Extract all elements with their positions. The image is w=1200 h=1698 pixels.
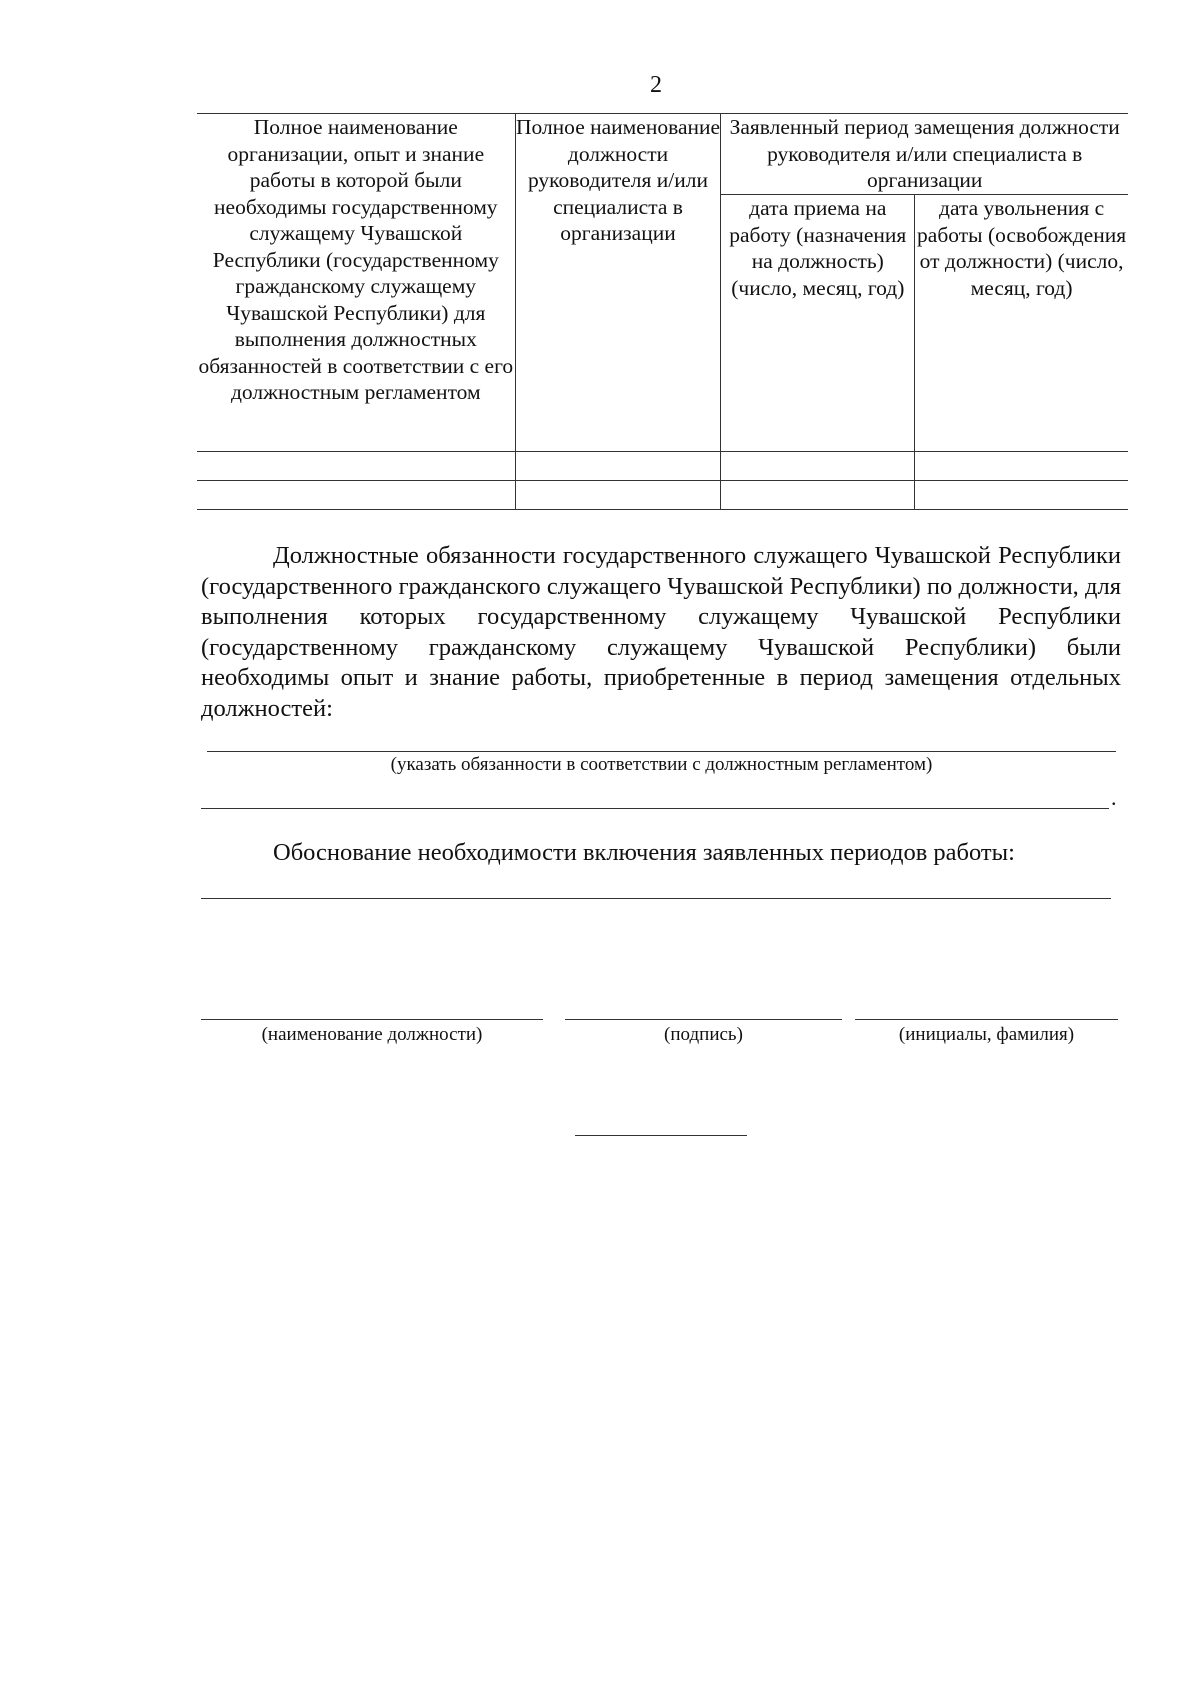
header-period bbox=[721, 114, 1128, 195]
table-cell[interactable] bbox=[721, 452, 915, 481]
header-position bbox=[515, 114, 721, 452]
table-header-row bbox=[197, 114, 1128, 195]
header-start-date bbox=[721, 195, 915, 452]
header-end-date-text: дата увольнения с работы (освобождения от должности) (число, месяц, год) bbox=[917, 196, 1127, 300]
duties-blank-line-1[interactable] bbox=[207, 751, 1116, 752]
name-caption: (инициалы, фамилия) bbox=[898, 1024, 1075, 1045]
signature-line[interactable] bbox=[565, 1019, 842, 1020]
justification-label: Обоснование необходимости включения заявленных периодов работы: bbox=[273, 839, 1015, 866]
duties-end-mark: . bbox=[1111, 785, 1117, 810]
header-start-date-text: дата приема на работу (назначения на должность) (число, месяц, год) bbox=[729, 196, 907, 300]
position-signature-line[interactable] bbox=[201, 1019, 543, 1020]
table-cell[interactable] bbox=[515, 452, 721, 481]
table-row bbox=[197, 452, 1128, 481]
header-end-date bbox=[915, 195, 1128, 452]
duties-caption: (указать обязанности в соответствии с должностным регламентом) bbox=[390, 754, 933, 775]
table-cell[interactable] bbox=[197, 481, 515, 510]
duties-paragraph: Должностные обязанности государственного служащего Чувашской Республики (государственного гражданского служащего Чувашской Республики) по должности, для выполнения которых государственному служащему Чувашской Республики (государственному гражданскому служащему Чувашской Республики) были необходимы опыт и знание работы, приобретенные в период замещения отдельных должностей: bbox=[201, 542, 1121, 722]
table-cell[interactable] bbox=[197, 452, 515, 481]
positions-table bbox=[197, 113, 1128, 510]
header-organization-text: Полное наименование организации, опыт и знание работы в которой были необходимы государственному служащему Чувашской Республики (государственному гражданскому служащему Чувашской Республики) для выполнения должностных обязанностей в соответствии с его должностным регламентом bbox=[198, 115, 514, 404]
header-position-text: Полное наименование должности руководителя и/или специалиста в организации bbox=[515, 115, 721, 245]
table-cell[interactable] bbox=[915, 452, 1128, 481]
table-cell[interactable] bbox=[721, 481, 915, 510]
position-caption: (наименование должности) bbox=[261, 1024, 483, 1045]
name-signature-line[interactable] bbox=[855, 1019, 1118, 1020]
table-cell[interactable] bbox=[915, 481, 1128, 510]
page-number: 2 bbox=[650, 72, 662, 98]
signature-caption: (подпись) bbox=[664, 1024, 743, 1045]
justification-blank-line[interactable] bbox=[201, 898, 1111, 899]
header-organization bbox=[197, 114, 515, 452]
table-row bbox=[197, 481, 1128, 510]
duties-blank-line-2[interactable] bbox=[201, 808, 1109, 809]
end-divider-line bbox=[575, 1135, 747, 1136]
header-period-text: Заявленный период замещения должности руководителя и/или специалиста в организации bbox=[729, 115, 1120, 192]
table-cell[interactable] bbox=[515, 481, 721, 510]
